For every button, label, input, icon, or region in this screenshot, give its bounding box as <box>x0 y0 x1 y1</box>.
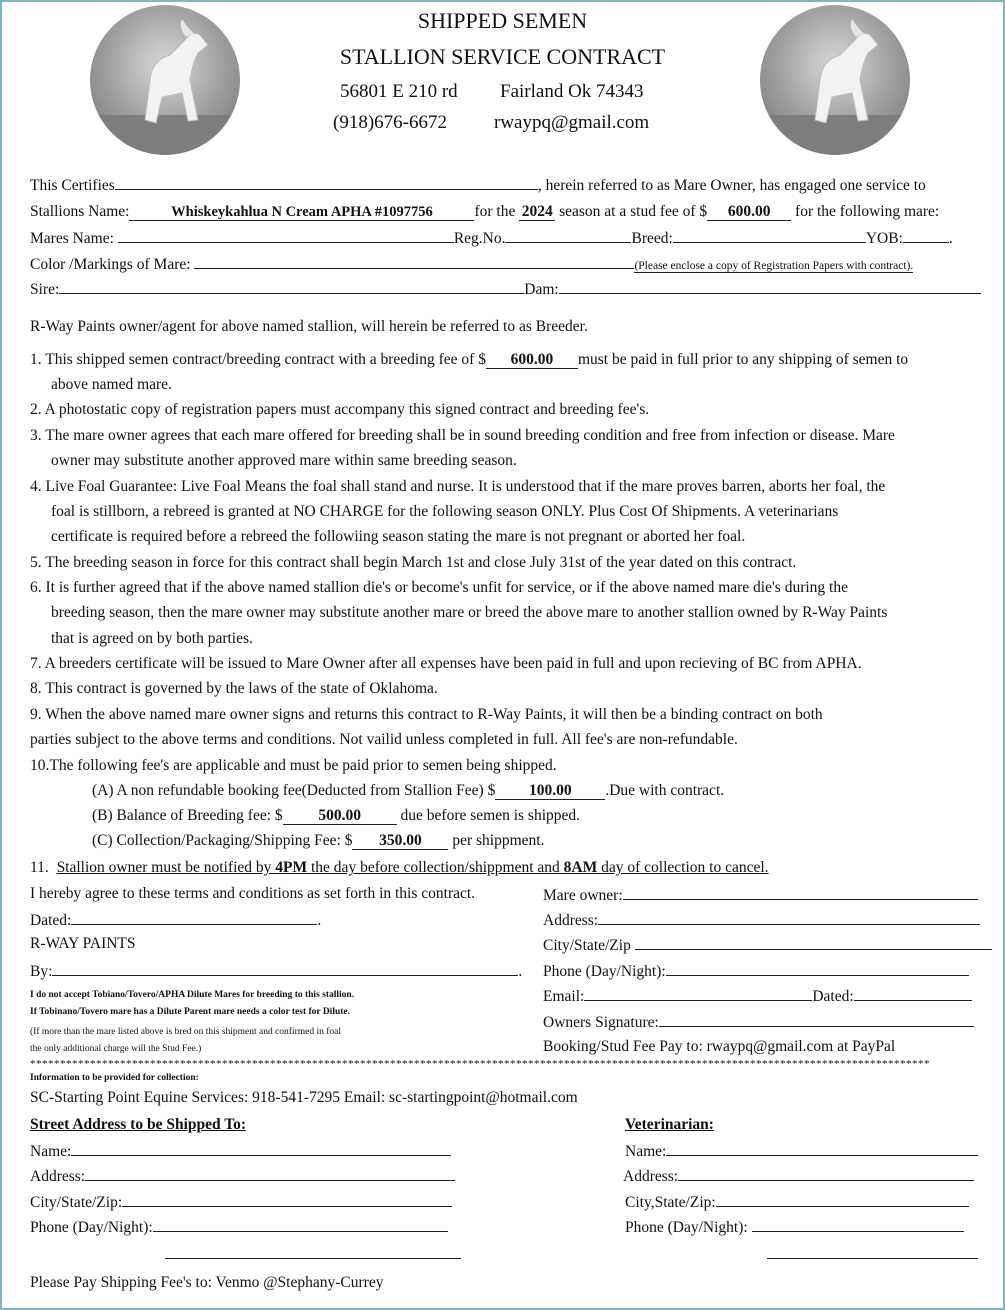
fee-c-tail: per shippment. <box>452 832 545 849</box>
owner-signature-blank[interactable] <box>659 1012 974 1027</box>
fee-c-label: (C) Collection/Packaging/Shipping Fee: $ <box>92 832 353 849</box>
term-6: 6. It is further agreed that if the above named stallion die's or become's unfit for service, or if the above named mare die's during the <box>30 579 848 596</box>
owner-address-blank[interactable] <box>598 910 980 925</box>
owner-dated-blank[interactable] <box>854 986 972 1001</box>
owner-dated-label: Dated: <box>812 988 854 1005</box>
vet-address-line <box>623 1166 974 1186</box>
ship-extra-blank[interactable] <box>165 1244 461 1259</box>
term-9-cont: parties subject to the above terms and conditions. Not vailid unless completed in full. All fee's are non-refundable. <box>30 731 738 748</box>
vet-name-label: Name: <box>625 1143 667 1160</box>
dated-blank[interactable] <box>71 910 317 925</box>
season-year-value[interactable]: 2024 <box>519 204 555 221</box>
breed-label: Breed: <box>631 230 673 247</box>
by-line: By: . <box>30 963 523 980</box>
term-9: 9. When the above named mare owner signs and returns this contract to R-Way Paints, it will then be a binding contract on both <box>30 706 823 723</box>
owner-phone-blank[interactable] <box>666 961 969 976</box>
owner-address-line <box>543 910 980 930</box>
sire-label: Sire: <box>30 281 60 298</box>
ship-name-label: Name: <box>30 1143 72 1160</box>
agree-text: I hereby agree to these terms and conditions as set forth in this contract. <box>30 885 476 902</box>
owner-csz-label: City/State/Zip <box>543 937 631 954</box>
term-8: 8. This contract is governed by the laws of the state of Oklahoma. <box>30 680 438 697</box>
term-11-4pm: 4PM <box>275 859 308 876</box>
term-10: 10.The following fee's are applicable and must be paid prior to semen being shipped. <box>30 757 557 774</box>
yob-label: YOB: <box>865 230 903 247</box>
reg-no-label: Reg.No. <box>453 230 506 247</box>
extra-mare-note-2: the only additional charge will the Stud Fee.) <box>30 1044 202 1054</box>
term-11-e: day of collection to cancel. <box>597 859 769 876</box>
owner-email-line <box>543 986 972 1006</box>
ship-csz-line <box>30 1192 452 1212</box>
term-1-tail: must be paid in full prior to any shipping of semen to <box>577 351 909 368</box>
company-name: R-WAY PAINTS <box>30 935 136 952</box>
term-3: 3. The mare owner agrees that each mare offered for breeding shall be in sound breeding condition and free from infection or disease. Mare <box>30 427 895 444</box>
owner-csz-line <box>543 935 992 955</box>
dam-label: Dam: <box>524 281 559 298</box>
term-4: 4. Live Foal Guarantee: Live Foal Means the foal shall stand and nurse. It is understood that if the mare proves barren, aborts her foal, the <box>30 478 886 495</box>
header-city: Fairland Ok 74343 <box>500 81 644 102</box>
vet-extra-line <box>767 1244 978 1264</box>
certifies-tail: , herein referred to as Mare Owner, has engaged one service to <box>537 177 926 194</box>
dated-label: Dated: <box>30 912 72 929</box>
mare-owner-blank[interactable] <box>115 175 538 190</box>
breed-blank[interactable] <box>673 228 866 243</box>
fee-a-line <box>92 782 724 800</box>
veterinarian-heading: Veterinarian: <box>625 1116 714 1133</box>
collection-info-label: Information to be provided for collection: <box>30 1073 199 1083</box>
header-address: 56801 E 210 rd <box>340 81 458 102</box>
stallion-line <box>30 203 939 221</box>
vet-address-label: Address: <box>623 1168 679 1185</box>
owner-csz-blank[interactable] <box>635 935 992 950</box>
dilute-note-2: If Tobinano/Tovero mare has a Dilute Parent mare needs a color test for Dilute. <box>30 1007 351 1017</box>
term-11-num: 11. <box>30 859 49 876</box>
breeding-fee-value[interactable]: 600.00 <box>486 352 578 369</box>
ship-extra-line <box>165 1244 461 1264</box>
mares-name-blank[interactable] <box>118 228 454 243</box>
header-phone: (918)676-6672 <box>333 112 447 133</box>
season-fee-label: season at a stud fee of $ <box>559 203 708 220</box>
term-6-cont1: breeding season, then the mare owner may substitute another mare or breed the above mare to another stallion owned by R-Way Paints <box>51 604 888 621</box>
owner-address-label: Address: <box>543 912 599 929</box>
fee-b-line <box>92 807 580 825</box>
term-6-cont2: that is agreed on by both parties. <box>51 630 253 647</box>
following-mare-label: for the following mare: <box>795 203 940 220</box>
term-2: 2. A photostatic copy of registration papers must accompany this signed contract and breeding fee's. <box>30 401 650 418</box>
owner-email-blank[interactable] <box>584 986 812 1001</box>
title-service-contract: STALLION SERVICE CONTRACT <box>339 44 666 69</box>
certifies-line <box>30 175 926 195</box>
term-7: 7. A breeders certificate will be issued to Mare Owner after all expenses have been paid in full and upon recieving of BC from APHA. <box>30 655 862 672</box>
owner-phone-label: Phone (Day/Night): <box>543 963 666 980</box>
color-line <box>30 254 913 274</box>
term-5: 5. The breeding season in force for this contract shall begin March 1st and close July 31st of the year dated on this contract. <box>30 554 797 571</box>
mares-name-label: Mares Name: <box>30 230 114 247</box>
color-label: Color /Markings of Mare: <box>30 256 191 273</box>
vet-csz-label: City,State/Zip: <box>625 1194 716 1211</box>
dam-blank[interactable] <box>559 279 981 294</box>
ship-address-blank[interactable] <box>85 1166 455 1181</box>
owner-email-label: Email: <box>543 988 585 1005</box>
vet-csz-blank[interactable] <box>716 1192 969 1207</box>
mare-owner-label: Mare owner: <box>543 887 623 904</box>
term-11 <box>30 859 769 877</box>
fee-b-tail: due before semen is shipped. <box>400 807 581 824</box>
mare-owner-sig-blank[interactable] <box>623 885 978 900</box>
paypal-note: Booking/Stud Fee Pay to: rwaypq@gmail.com at PayPal <box>543 1038 896 1055</box>
ship-phone-line <box>30 1217 448 1237</box>
owner-signature-line <box>543 1012 974 1032</box>
sire-blank[interactable] <box>59 279 524 294</box>
equine-services: SC-Starting Point Equine Services: 918-541-7295 Email: sc-startingpoint@hotmail.com <box>30 1089 578 1106</box>
enclose-note: (Please enclose a copy of Registration Papers with contract). <box>634 260 914 272</box>
dated-line: Dated: . <box>30 912 322 929</box>
term-3-cont: owner may substitute another approved mare within same breeding season. <box>51 452 517 469</box>
color-blank[interactable] <box>194 254 634 269</box>
star-divider: ****************************************************************************************************************************************************** <box>30 1058 930 1070</box>
fee-a-tail: .Due with contract. <box>605 782 725 799</box>
vet-name-line <box>625 1141 978 1161</box>
ship-csz-label: City/State/Zip: <box>30 1194 123 1211</box>
term-4-cont2: certificate is required before a rebreed the followiing season stating the mare is not pregnant or aborted her foal. <box>51 528 746 545</box>
term-4-cont1: foal is stillborn, a rebreed is granted at NO CHARGE for the following season ONLY. Plus Cost Of Shipments. A veterinarians <box>51 503 839 520</box>
fee-a-value[interactable]: 100.00 <box>495 783 605 800</box>
term-1-text: 1. This shipped semen contract/breeding contract with a breeding fee of $ <box>30 351 486 368</box>
vet-phone-blank[interactable] <box>752 1217 964 1232</box>
by-signature-blank[interactable] <box>52 961 518 976</box>
fee-c-line <box>92 832 544 850</box>
sire-dam-line <box>30 279 981 299</box>
fee-a-label: (A) A non refundable booking fee(Deducted from Stallion Fee) $ <box>92 782 496 799</box>
breeder-note: R-Way Paints owner/agent for above named stallion, will herein be referred to as Breeder. <box>30 318 588 335</box>
owner-signature-label: Owners Signature: <box>543 1014 659 1031</box>
term-11-c: the day before collection/shippment and <box>307 859 564 876</box>
ship-name-blank[interactable] <box>71 1141 451 1156</box>
stallion-name-value[interactable]: Whiskeykahlua N Cream APHA #1097756 <box>129 204 474 221</box>
extra-mare-note-1: (If more than the mare listed above is bred on this shipment and confirmed in foal <box>30 1027 342 1037</box>
by-label: By: <box>30 963 53 980</box>
vet-address-blank[interactable] <box>678 1166 974 1181</box>
ship-phone-label: Phone (Day/Night): <box>30 1219 153 1236</box>
ship-to-heading: Street Address to be Shipped To: <box>30 1116 247 1133</box>
term-11-a: Stallion owner must be notified by <box>56 859 276 876</box>
fee-b-label: (B) Balance of Breeding fee: $ <box>92 807 283 824</box>
yob-blank[interactable] <box>903 228 949 243</box>
stallion-label: Stallions Name: <box>30 203 130 220</box>
term-11-text <box>57 859 769 876</box>
fee-c-value[interactable]: 350.00 <box>352 833 448 850</box>
vet-csz-line <box>625 1192 969 1212</box>
vet-phone-line <box>625 1217 964 1237</box>
title-shipped-semen: SHIPPED SEMEN <box>417 8 588 33</box>
vet-phone-label: Phone (Day/Night): <box>625 1219 748 1236</box>
venmo-note: Please Pay Shipping Fee's to: Venmo @Stephany-Currey <box>30 1274 384 1291</box>
ship-csz-blank[interactable] <box>122 1192 452 1207</box>
term-11-8am: 8AM <box>563 859 598 876</box>
vet-extra-blank[interactable] <box>767 1244 978 1259</box>
owner-phone-line <box>543 961 969 981</box>
dilute-note-1: I do not accept Tobiano/Tovero/APHA Dilute Mares for breeding to this stallion. <box>30 990 355 1000</box>
for-the-label: for the <box>474 203 516 220</box>
ship-address-label: Address: <box>30 1168 86 1185</box>
vet-name-blank[interactable] <box>666 1141 978 1156</box>
ship-address-line <box>30 1166 455 1186</box>
header-email: rwaypq@gmail.com <box>494 112 650 133</box>
fee-b-value[interactable]: 500.00 <box>283 808 397 825</box>
term-1 <box>30 351 908 369</box>
term-1-cont: above named mare. <box>51 376 172 393</box>
stud-fee-value[interactable]: 600.00 <box>707 204 791 221</box>
ship-phone-blank[interactable] <box>153 1217 448 1232</box>
mare-name-line: Mares Name: Reg.No. Breed: YOB: . <box>30 230 953 247</box>
ship-name-line <box>30 1141 451 1161</box>
certifies-label: This Certifies <box>30 177 115 194</box>
reg-no-blank[interactable] <box>505 228 631 243</box>
mare-owner-line <box>543 885 978 905</box>
